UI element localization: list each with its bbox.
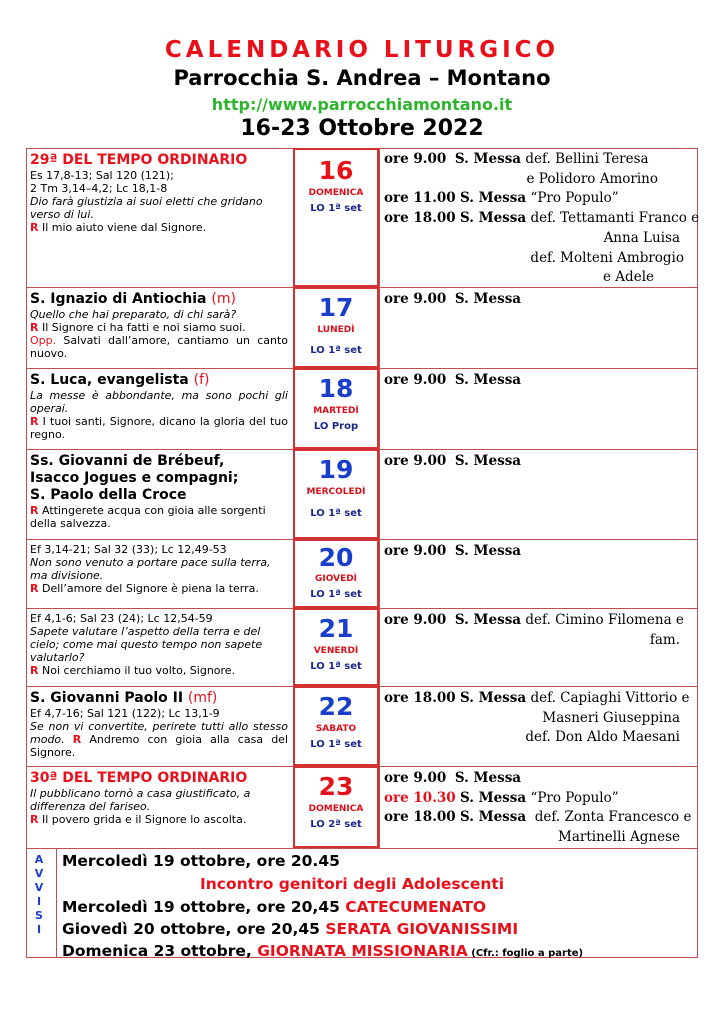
- notice-line-1: Mercoledì 19 ottobre, ore 20.45: [62, 852, 340, 870]
- mass-line: ore 9.00 S. Messa: [384, 372, 522, 388]
- weekday-name: LUNEDÌ: [317, 325, 355, 335]
- day-21-liturgy: [30, 612, 288, 677]
- readings-line: Ef 3,14-21; Sal 32 (33); Lc 12,49-53: [30, 543, 227, 556]
- office-week: LO 1ª set: [310, 203, 362, 214]
- mass-line: ore 9.00 S. Messa: [384, 453, 522, 469]
- mass-line-cont: Masneri Giuseppina: [542, 709, 680, 726]
- day-20-masses: [384, 542, 694, 562]
- avvisi-divider: [56, 848, 57, 958]
- notice-line-2: Incontro genitori degli Adolescenti: [200, 875, 505, 893]
- day-17-liturgy: [30, 291, 288, 360]
- celebration-grade: (m): [211, 291, 236, 307]
- avvisi-side-label: A V V I S I: [34, 853, 44, 936]
- antiphon-response: Se non vi convertite, perirete tutti allo stesso modo. R Andremo con gioia alla casa del Signore.: [30, 720, 288, 759]
- parish-name: Parrocchia S. Andrea – Montano: [173, 66, 551, 90]
- office-week: LO Prop: [313, 421, 359, 432]
- office-week: LO 1ª set: [310, 508, 362, 519]
- date-box-22: [293, 686, 379, 766]
- mass-line: ore 9.00 S. Messa: [384, 543, 522, 559]
- day-22-liturgy: [30, 690, 288, 759]
- day-number: 23: [318, 772, 354, 801]
- office-week: LO 1ª set: [310, 589, 362, 600]
- mass-line-cont: Martinelli Agnese: [558, 829, 680, 846]
- readings-line: Ef 4,1-6; Sal 23 (24); Lc 12,54-59: [30, 612, 213, 625]
- day-number: 18: [318, 374, 354, 403]
- day-18-liturgy: [30, 372, 288, 441]
- mass-line: ore 9.00 S. Messa def. Cimino Filomena e: [384, 612, 684, 628]
- date-box-18: [293, 368, 379, 449]
- antiphon: La messe è abbondante, ma sono pochi gli operai.: [30, 389, 288, 415]
- date-box-21: [293, 608, 379, 686]
- readings-line: 2 Tm 3,14–4,2; Lc 18,1-8: [30, 182, 168, 195]
- column-divider: [379, 148, 380, 848]
- antiphon: Sapete valutare l’aspetto della terra e del cielo; come mai questo tempo non sapete valutarlo?: [30, 625, 263, 664]
- day-number: 22: [318, 692, 354, 721]
- calendar-title: CALENDARIO LITURGICO: [164, 37, 560, 63]
- mass-line: ore 18.00 S. Messa def. Zonta Francesco e: [384, 809, 692, 826]
- mass-line: ore 9.00 S. Messa: [384, 770, 522, 786]
- antiphon: Quello che hai preparato, di chi sarà?: [30, 308, 237, 321]
- weekday-name: VENERDÌ: [313, 646, 359, 656]
- liturgy-title: 30ª DEL TEMPO ORDINARIO: [30, 770, 248, 786]
- liturgy-title: S. Paolo della Croce: [30, 487, 187, 503]
- response-text: Il mio aiuto viene dal Signore.: [38, 221, 207, 234]
- date-box-17: [293, 287, 379, 368]
- mass-line-cont: e Polidoro Amorino: [526, 170, 658, 187]
- mass-line: ore 9.00 S. Messa def. Bellini Teresa: [384, 151, 649, 167]
- date-box-23: [293, 766, 379, 848]
- day-23-masses: [384, 769, 694, 848]
- weekday-name: DOMENICA: [308, 804, 364, 814]
- mass-line-cont: Anna Luisa: [603, 229, 680, 246]
- psalm-response: R I tuoi santi, Signore, dicano la gloria del tuo regno.: [30, 415, 288, 441]
- day-number: 17: [318, 293, 354, 322]
- day-number: 21: [318, 614, 354, 643]
- response-mark: R: [30, 221, 39, 234]
- day-16-liturgy: [30, 152, 288, 234]
- liturgy-title: Ss. Giovanni de Brébeuf,: [30, 453, 225, 469]
- weekday-name: SABATO: [315, 724, 357, 734]
- psalm-response: R Attingerete acqua con gioia alle sorgenti della salvezza.: [30, 504, 266, 530]
- notice-line-3: Mercoledì 19 ottobre, ore 20,45 CATECUMENATO: [62, 898, 487, 916]
- day-21-masses: [384, 611, 694, 650]
- office-week: LO 1ª set: [310, 739, 362, 750]
- day-17-masses: [384, 290, 694, 310]
- mass-line: ore 18.00 S. Messa def. Tettamanti Franco e: [384, 210, 700, 227]
- weekday-name: MARTEDÌ: [313, 406, 359, 416]
- notice-line-4: Giovedì 20 ottobre, ore 20,45 SERATA GIOVANISSIMI: [62, 920, 519, 938]
- psalm-response: R Noi cerchiamo il tuo volto, Signore.: [30, 664, 236, 677]
- day-16-masses: [384, 150, 700, 288]
- liturgy-title: Isacco Jogues e compagni;: [30, 470, 239, 486]
- office-week: LO 2ª set: [310, 819, 362, 830]
- day-23-liturgy: [30, 770, 288, 826]
- date-range: 16-23 Ottobre 2022: [240, 116, 484, 141]
- office-week: LO 1ª set: [310, 661, 362, 672]
- notice-line-5: Domenica 23 ottobre, GIORNATA MISSIONARIA (Cfr.: foglio a parte): [62, 942, 584, 960]
- date-box-20: [293, 539, 379, 608]
- date-box-19: [293, 449, 379, 539]
- psalm-response: [30, 221, 288, 234]
- psalm-response: R Dell’amore del Signore è piena la terra.: [30, 582, 259, 595]
- liturgy-title: 29ª DEL TEMPO ORDINARIO: [30, 152, 248, 168]
- psalm-response: R Il Signore ci ha fatti e noi siamo suoi.: [30, 321, 246, 334]
- antiphon: Dio farà giustizia ai suoi eletti che gridano verso di lui.: [30, 195, 263, 221]
- liturgy-title: S. Luca, evangelista (f): [30, 372, 210, 388]
- parish-url-link[interactable]: http://www.parrocchiamontano.it: [211, 95, 513, 114]
- day-number: 19: [318, 455, 354, 484]
- alt-response: Opp. Salvati dall’amore, cantiamo un canto nuovo.: [30, 334, 288, 360]
- mass-line-cont: fam.: [649, 631, 680, 648]
- celebration-grade: (mf): [187, 690, 218, 706]
- celebration-grade: (f): [193, 372, 210, 388]
- readings-line: Es 17,8-13; Sal 120 (121);: [30, 169, 174, 182]
- day-19-liturgy: [30, 453, 288, 530]
- day-20-liturgy: [30, 543, 288, 595]
- mass-line-cont: e Adele: [603, 269, 654, 286]
- readings-line: Ef 4,7-16; Sal 121 (122); Lc 13,1-9: [30, 707, 220, 720]
- weekday-name: MERCOLEDÌ: [306, 487, 366, 497]
- mass-line-cont: def. Molteni Ambrogio: [530, 249, 684, 266]
- mass-line-cont: def. Don Aldo Maesani: [525, 729, 680, 746]
- date-box-16: [293, 148, 379, 287]
- row-divider: [26, 848, 698, 849]
- liturgy-title: S. Giovanni Paolo II (mf): [30, 690, 218, 706]
- liturgy-title: S. Ignazio di Antiochia (m): [30, 291, 236, 307]
- antiphon: Non sono venuto a portare pace sulla terra, ma divisione.: [30, 556, 271, 582]
- mass-line: ore 9.00 S. Messa: [384, 291, 522, 307]
- mass-line: ore 11.00 S. Messa “Pro Populo”: [384, 190, 619, 207]
- weekday-name: DOMENICA: [308, 188, 364, 198]
- psalm-response: R Il povero grida e il Signore lo ascolta.: [30, 813, 247, 826]
- mass-line: ore 18.00 S. Messa def. Capiaghi Vittorio e: [384, 690, 690, 706]
- day-number: 16: [318, 156, 354, 185]
- day-22-masses: [384, 689, 694, 748]
- office-week: LO 1ª set: [310, 345, 362, 356]
- day-19-masses: [384, 452, 694, 472]
- antiphon: Il pubblicano tornò a casa giustificato, a differenza del fariseo.: [30, 787, 251, 813]
- mass-line: ore 10.30 S. Messa “Pro Populo”: [384, 789, 619, 806]
- day-18-masses: [384, 371, 694, 391]
- weekday-name: GIOVEDÌ: [314, 574, 358, 584]
- day-number: 20: [318, 543, 354, 572]
